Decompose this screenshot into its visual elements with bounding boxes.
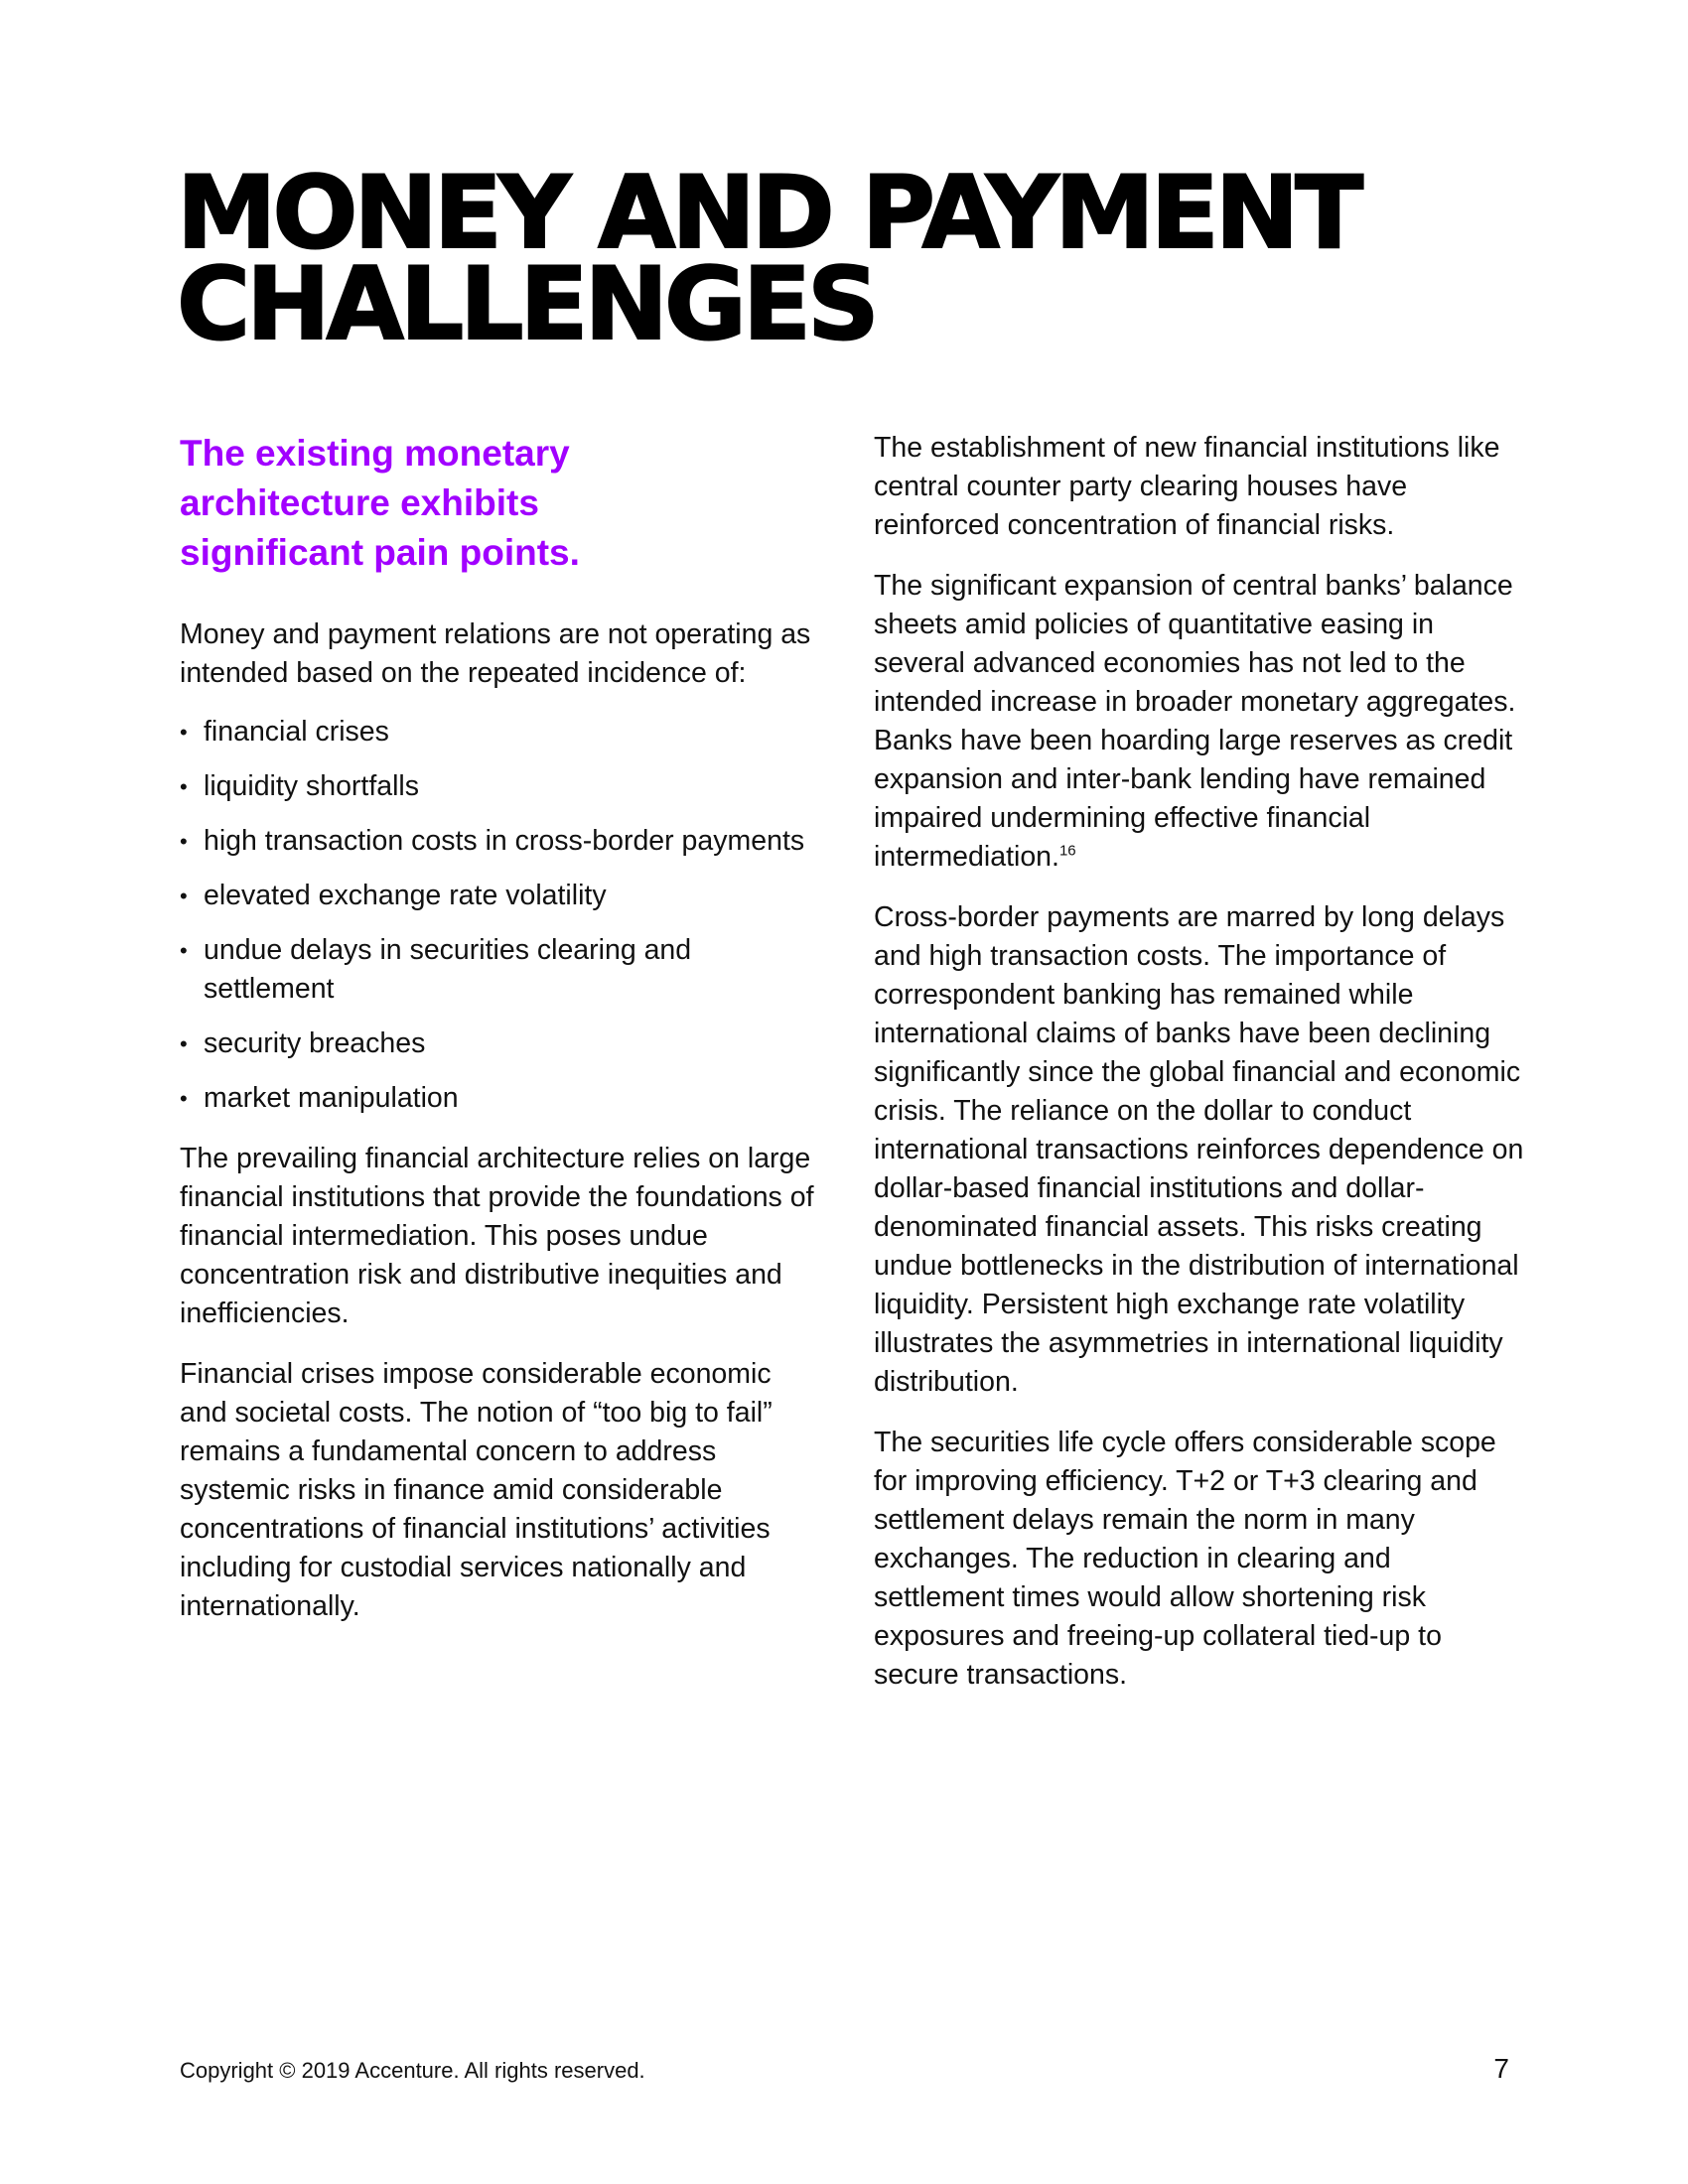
securities-paragraph: The securities life cycle offers considerable scope for improving efficiency. T+2 or T+3 clearing and settlement delays remain the norm in many exchanges. The reduction in clearing and settlement times would allow shortening risk exposures and freeing-up collateral tied-up to secure transactions.: [874, 1427, 1496, 1691]
pain-points-list: [180, 713, 815, 1118]
list-item-text: elevated exchange rate volatility: [204, 880, 607, 911]
list-item: [180, 713, 815, 751]
intro-paragraph: Money and payment relations are not operating as intended based on the repeated incidence of:: [180, 618, 811, 689]
bullet-icon: •: [180, 938, 188, 963]
list-item: [180, 931, 815, 1009]
list-item: [180, 877, 815, 915]
financial-crises-paragraph: Financial crises impose considerable economic and societal costs. The notion of “too big to fail” remains a fundamental concern to address systemic risks in finance amid considerable concentrations of financial institutions’ activities including for custodial services nationally and internationally.: [180, 1358, 773, 1622]
page-title-line-1: MONEY AND PAYMENT: [177, 154, 1360, 271]
cross-border-paragraph: Cross-border payments are marred by long delays and high transaction costs. The importance of correspondent banking has remained while international claims of banks have been declining significantly since the global financial and economic crisis. The reliance on the dollar to conduct international transactions reinforces dependence on dollar-based financial institutions and dollar-denominated financial assets. This risks creating undue bottlenecks in the distribution of international liquidity. Persistent high exchange rate volatility illustrates the asymmetries in international liquidity distribution.: [874, 901, 1524, 1398]
list-item-text: high transaction costs in cross-border payments: [204, 825, 805, 857]
bullet-icon: •: [180, 829, 188, 854]
list-item-text: financial crises: [204, 716, 389, 748]
footnote-reference: 16: [1058, 842, 1076, 860]
list-item-text: security breaches: [204, 1027, 426, 1059]
architecture-paragraph: The prevailing financial architecture relies on large financial institutions that provide the foundations of financial intermediation. This poses undue concentration risk and distributive inequities and inefficiencies.: [180, 1143, 814, 1329]
bullet-icon: •: [180, 884, 188, 908]
left-column: [180, 429, 815, 1626]
copyright-footer: Copyright © 2019 Accenture. All rights reserved.: [180, 2058, 645, 2083]
page-number: 7: [1493, 2053, 1509, 2084]
bullet-icon: •: [180, 720, 188, 745]
central-banks-text: The significant expansion of central banks’ balance sheets amid policies of quantitative easing in several advanced economies has not led to the intended increase in broader monetary aggregates. Banks have been hoarding large reserves as credit expansion and inter-bank lending have remained impaired undermining effective financial intermediation.: [874, 570, 1516, 873]
page-title-line-2: CHALLENGES: [177, 245, 876, 362]
bullet-icon: •: [180, 1031, 188, 1056]
list-item: [180, 1079, 815, 1118]
subheading-line-2: architecture exhibits: [180, 482, 539, 523]
subheading-line-3: significant pain points.: [180, 532, 580, 573]
list-item-text: undue delays in securities clearing and settlement: [204, 934, 692, 1005]
list-item-text: market manipulation: [204, 1082, 459, 1114]
list-item: [180, 767, 815, 806]
bullet-icon: •: [180, 1086, 188, 1111]
central-banks-paragraph: [874, 567, 1529, 877]
list-item: [180, 1024, 815, 1063]
subheading-line-1: The existing monetary: [180, 433, 570, 474]
list-item-text: liquidity shortfalls: [204, 770, 420, 802]
right-column: [874, 429, 1529, 1695]
bullet-icon: •: [180, 774, 188, 799]
page-title: [177, 154, 1468, 362]
new-institutions-paragraph: The establishment of new financial institutions like central counter party clearing houses have reinforced concentration of financial risks.: [874, 432, 1500, 541]
section-subheading: [180, 429, 815, 578]
list-item: [180, 822, 815, 861]
